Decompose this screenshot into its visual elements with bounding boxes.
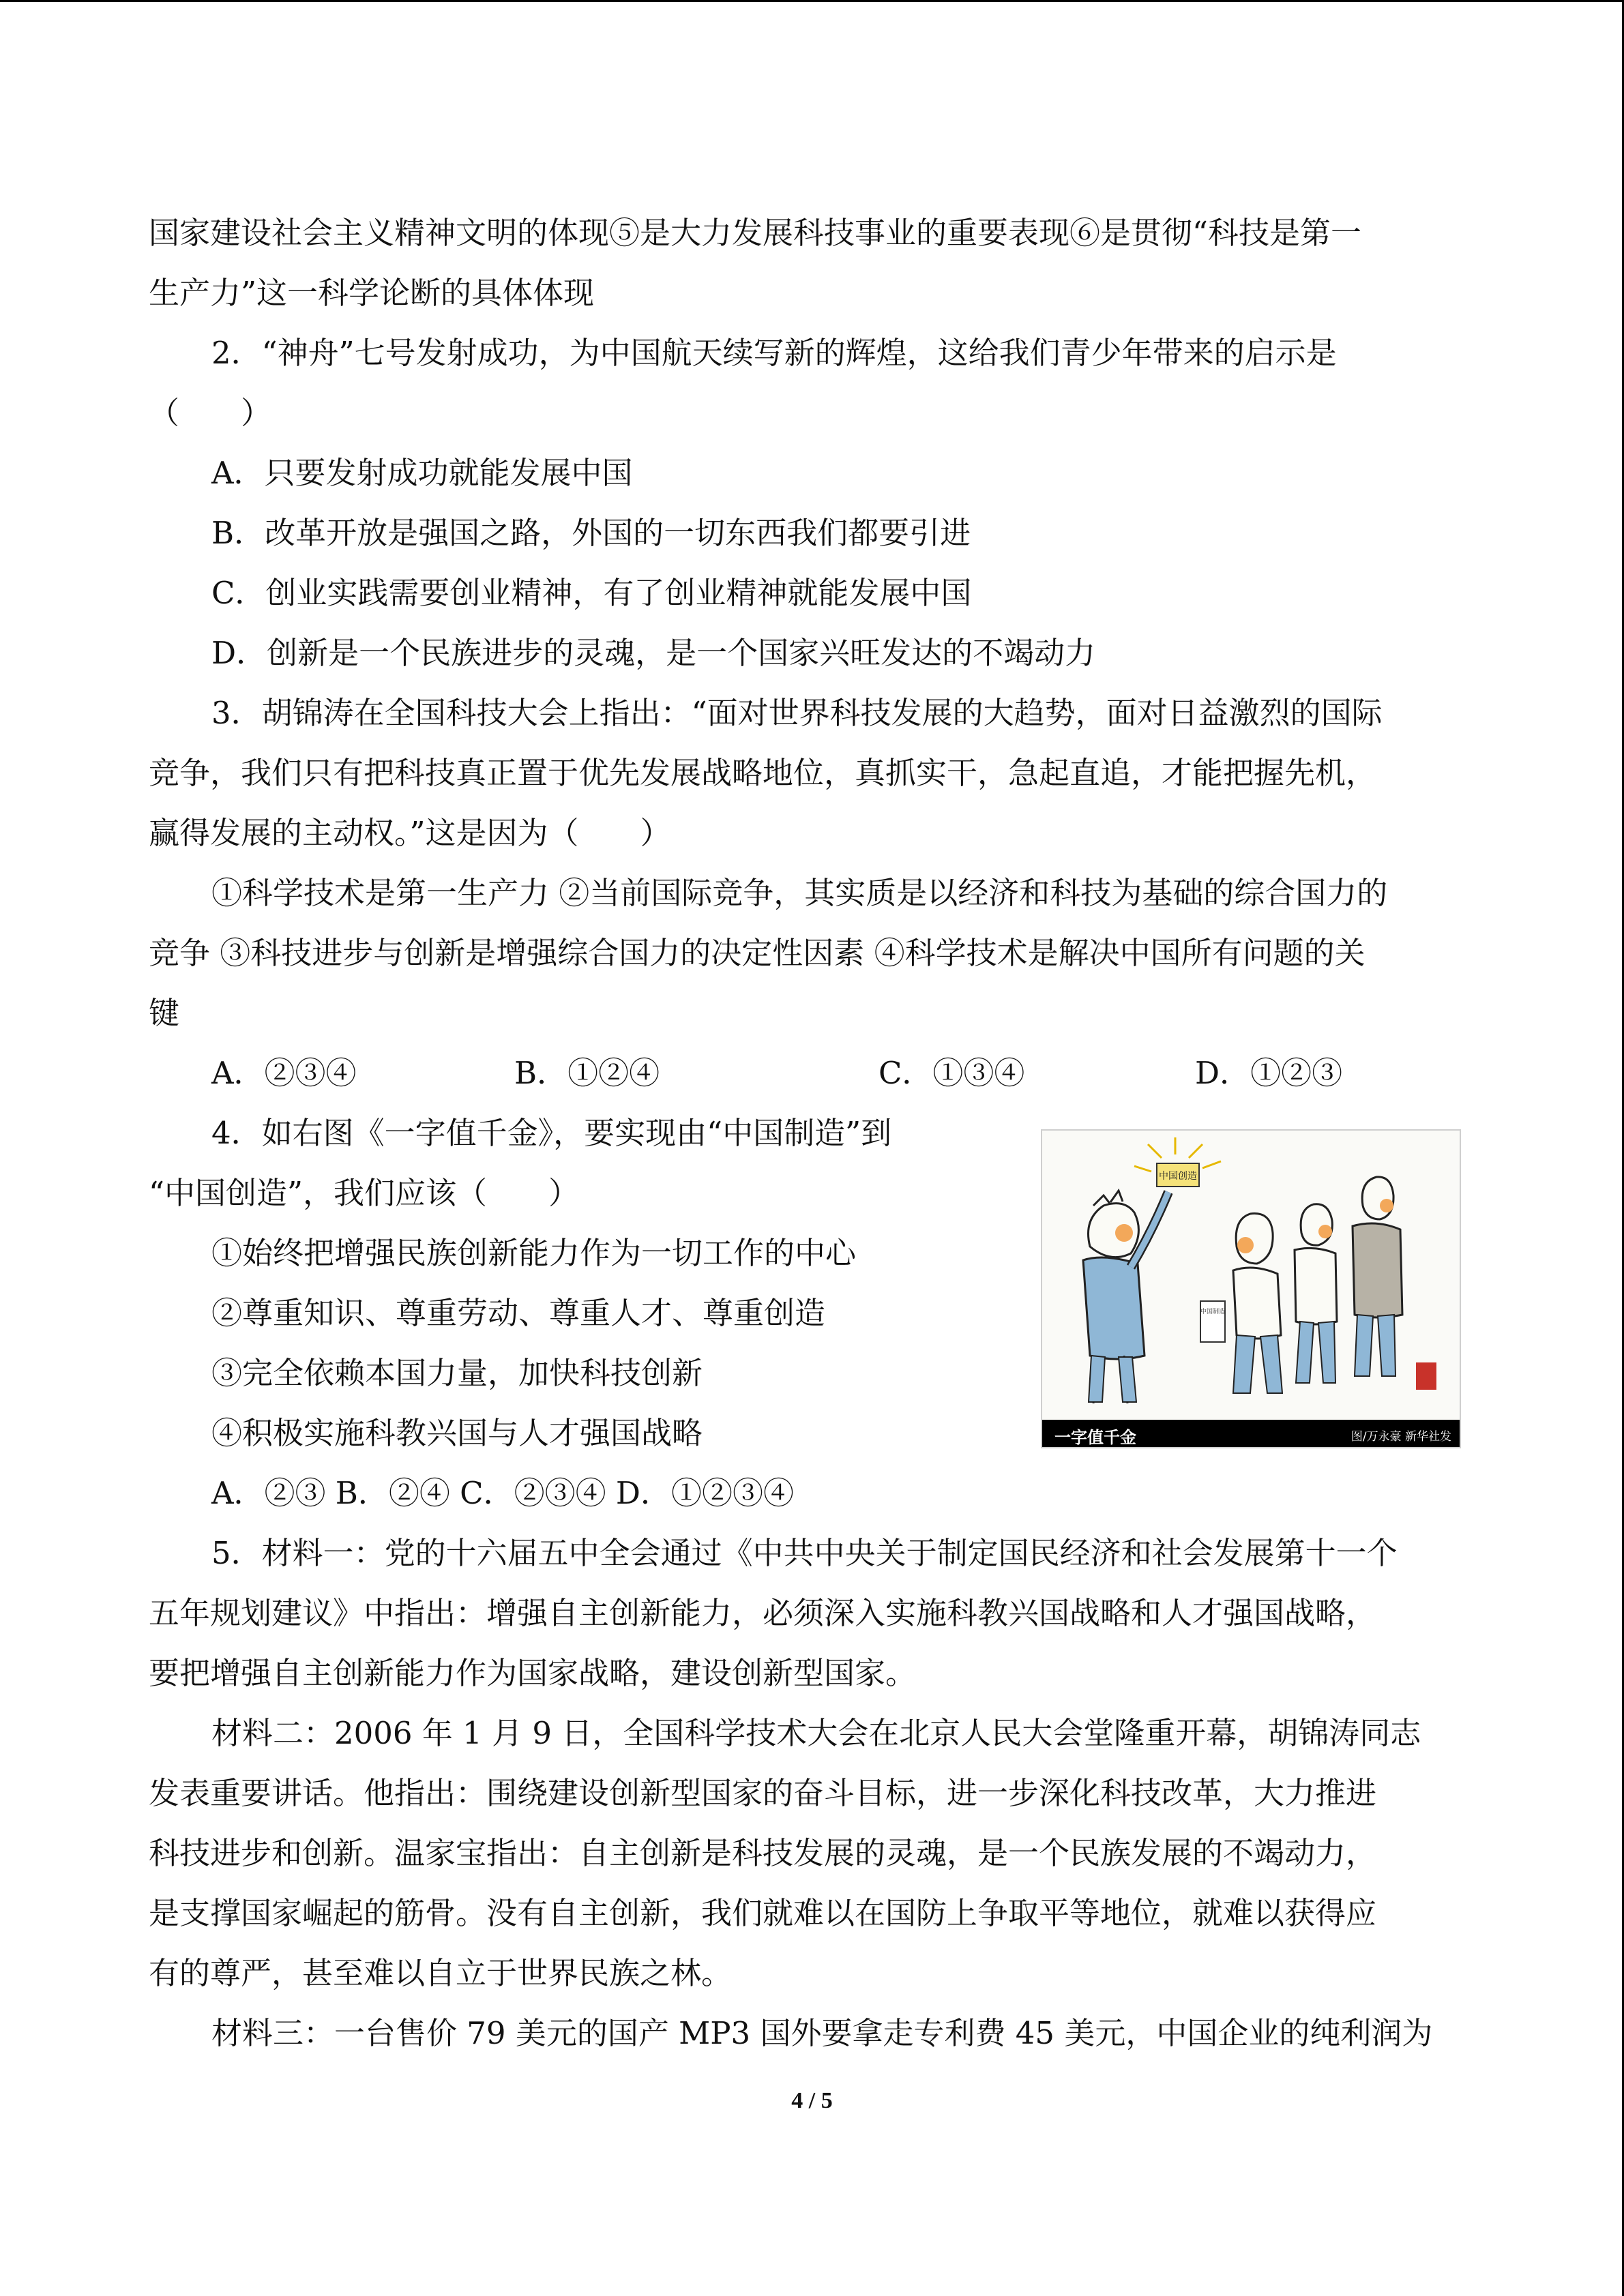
page-number: 4 / 5 (791, 2088, 833, 2113)
question-4-statement-2: ②尊重知识、尊重劳动、尊重人才、尊重创造 (211, 1295, 826, 1331)
question-4-stem: 4．如右图《一字值千金》，要实现由“中国制造”到 (211, 1115, 892, 1151)
text-line: 发表重要讲话。他指出：围绕建设创新型国家的奋斗目标，进一步深化科技改革，大力推进 (149, 1775, 1377, 1811)
text-line: 科技进步和创新。温家宝指出：自主创新是科技发展的灵魂，是一个民族发展的不竭动力， (149, 1835, 1377, 1871)
text-line: 要把增强自主创新能力作为国家战略，建设创新型国家。 (149, 1655, 917, 1691)
text-line: 是支撑国家崛起的筋骨。没有自主创新，我们就难以在国防上争取平等地位，就难以获得应 (149, 1895, 1377, 1931)
question-3-option-b: B．①②④ (514, 1055, 660, 1091)
question-3-stem: 3．胡锦涛在全国科技大会上指出：“面对世界科技发展的大趋势，面对日益激烈的国际 (211, 695, 1383, 731)
text-line: 竞争，我们只有把科技真正置于优先发展战略地位，真抓实干，急起直追，才能把握先机， (149, 755, 1377, 791)
cartoon-title: 一字值千金 (1054, 1428, 1136, 1447)
question-3-option-c: C．①③④ (879, 1055, 1025, 1091)
text-line: 键 (149, 995, 180, 1031)
question-5-material-2: 材料二：2006 年 1 月 9 日，全国科学技术大会在北京人民大会堂隆重开幕，胡锦涛同志 (211, 1715, 1421, 1751)
figure-middle-man (1233, 1214, 1282, 1393)
question-4-statement-4: ④积极实施科教兴国与人才强国战略 (211, 1415, 703, 1451)
text-line: 有的尊严，甚至难以自立于世界民族之林。 (149, 1955, 733, 1991)
question-5-material-3: 材料三：一台售价 79 美元的国产 MP3 国外要拿走专利费 45 美元，中国企业的纯利润为 (211, 2015, 1433, 2051)
question-2-option-a: A．只要发射成功就能发展中国 (211, 455, 633, 491)
question-2-option-d: D．创新是一个民族进步的灵魂，是一个国家兴旺发达的不竭动力 (211, 635, 1096, 671)
question-4-statement-1: ①始终把增强民族创新能力作为一切工作的中心 (211, 1235, 857, 1271)
question-2-option-b: B．改革开放是强国之路，外国的一切东西我们都要引进 (211, 515, 971, 551)
text-line: 赢得发展的主动权。”这是因为（ ） (149, 815, 671, 851)
figure-right-man (1353, 1177, 1402, 1376)
question-4-statement-3: ③完全依赖本国力量，加快科技创新 (211, 1355, 703, 1391)
question-4-options: A．②③ B．②④ C．②③④ D．①②③④ (211, 1475, 794, 1511)
paper-sheet (1200, 1301, 1225, 1342)
text-line: 五年规划建议》中指出：增强自主创新能力，必须深入实施科教兴国战略和人才强国战略， (149, 1595, 1377, 1631)
question-3-statements: ①科学技术是第一生产力 ②当前国际竞争，其实质是以经济和科技为基础的综合国力的 (211, 875, 1388, 911)
cartoon-figure (1041, 1129, 1461, 1448)
question-2-option-c: C．创业实践需要创业精神，有了创业精神就能发展中国 (211, 575, 972, 611)
question-3-option-d: D．①②③ (1195, 1055, 1343, 1091)
question-2-stem: 2．“神舟”七号发射成功，为中国航天续写新的辉煌，这给我们青少年带来的启示是 (211, 335, 1337, 371)
cartoon-credit: 图/万永豪 新华社发 (1350, 1430, 1451, 1444)
cartoon-caption-bar (1042, 1420, 1460, 1447)
figure-third-man (1295, 1204, 1337, 1383)
question-2-blank: （ ） (149, 395, 272, 431)
text-line: “中国创造”，我们应该（ ） (149, 1175, 580, 1211)
paper-text: 中国制造 (1200, 1309, 1226, 1315)
text-line: 国家建设社会主义精神文明的体现⑤是大力发展科技事业的重要表现⑥是贯彻“科技是第一 (149, 215, 1362, 251)
question-3-option-a: A．②③④ (211, 1055, 357, 1091)
artist-seal (1416, 1362, 1436, 1390)
sign-text: 中国创造 (1159, 1171, 1197, 1182)
text-line: 竞争 ③科技进步与创新是增强综合国力的决定性因素 ④科学技术是解决中国所有问题的关 (149, 935, 1365, 971)
question-5-material-1: 5．材料一：党的十六届五中全会通过《中共中央关于制定国民经济和社会发展第十一个 (211, 1535, 1398, 1571)
text-line: 生产力”这一科学论断的具体体现 (149, 275, 595, 311)
cartoon-illustration (1042, 1131, 1460, 1420)
page-border-top (0, 0, 1624, 2)
figure-left-man (1083, 1191, 1168, 1403)
